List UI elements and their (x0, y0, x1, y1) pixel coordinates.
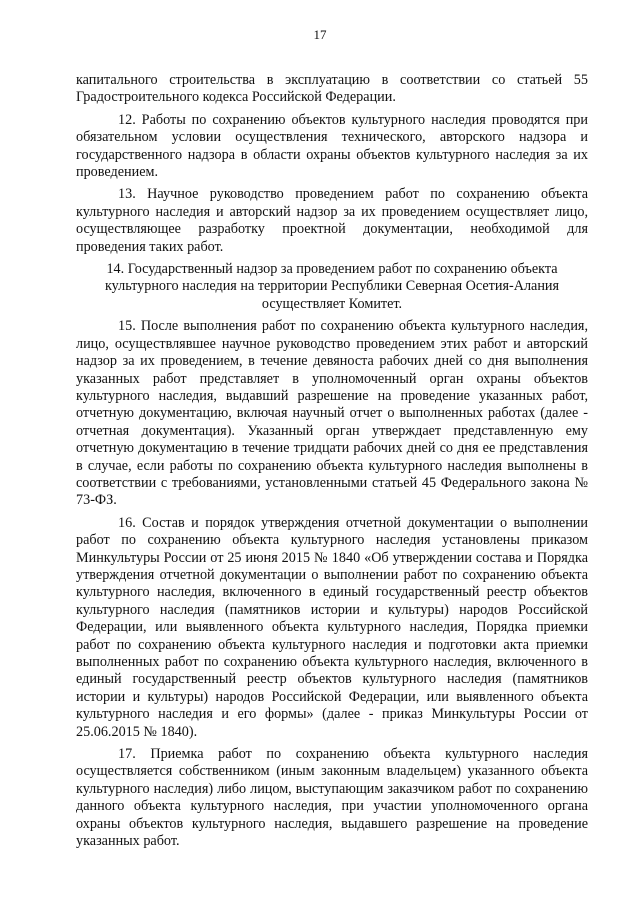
page-number: 17 (313, 27, 327, 42)
paragraph-12: 12. Работы по сохранению объектов культурного наследия проводятся при обязательном условии осуществления технического, авторского надзора и государственного надзора в области охраны объектов культурного наследия за их проведением. (76, 111, 588, 181)
paragraph-17: 17. Приемка работ по сохранению объекта культурного наследия осуществляется собственником (иным законным владельцем) указанного объекта культурного наследия) либо лицом, выступающим заказчиком работ по сохранению данного объекта культурного наследия, при участии уполномоченного органа охраны объектов культурного наследия, выдавшего разрешение на проведение указанных работ. (76, 746, 588, 850)
paragraph-continuation: капитального строительства в эксплуатацию в соответствии со статьей 55 Градостроительного кодекса Российской Федерации. (76, 72, 588, 106)
paragraph-16: 16. Состав и порядок утверждения отчетной документации о выполнении работ по сохранению объекта культурного наследия установлены приказом Минкультуры России от 25 июня 2015 № 1840 «Об утверждении состава и Порядка утверждения отчетной документации о выполнении работ по сохранению объекта культурного наследия, включенного в единый государственный реестр объектов культурного наследия (памятников истории и культуры) народов Российской Федерации, или выявленного объекта культурного наследия, Порядка приемки работ по сохранению объекта культурного наследия и подготовки акта приемки выполненных работ по сохранению объекта культурного наследия, включенного в единый государственный реестр объектов культурного наследия (памятников истории и культуры) народов Российской Федерации, или выявленного объекта культурного наследия и его формы» (далее - приказ Минкультуры России от 25.06.2015 № 1840). (76, 514, 588, 740)
paragraph-13: 13. Научное руководство проведением работ по сохранению объекта культурного наследия и авторский надзор за их проведением осуществляет лицо, осуществляющее разработку проектной документации, необходимой для проведения таких работ. (76, 186, 588, 255)
paragraph-15: 15. После выполнения работ по сохранению объекта культурного наследия, лицо, осуществлявшее научное руководство проведением этих работ и авторский надзор за их проведением, в течение девяноста рабочих дней со дня выполнения указанных работ представляет в уполномоченный орган охраны объектов культурного наследия, выдавший разрешение на проведение указанных работ, отчетную документацию, включая научный отчет о выполненных работах (далее - отчетная документация). Указанный орган утверждает представленную ему отчетную документацию в течение тридцати рабочих дней со дня ее представления в случае, если работы по сохранению объекта культурного наследия выполнены в соответствии с требованиями, установленными статьей 45 Федерального закона № 73-ФЗ. (76, 318, 588, 509)
document-body (76, 72, 588, 855)
paragraph-14: 14. Государственный надзор за проведением работ по сохранению объекта культурного наследия на территории Республики Северная Осетия-Алания осуществляет Комитет. (104, 261, 560, 312)
